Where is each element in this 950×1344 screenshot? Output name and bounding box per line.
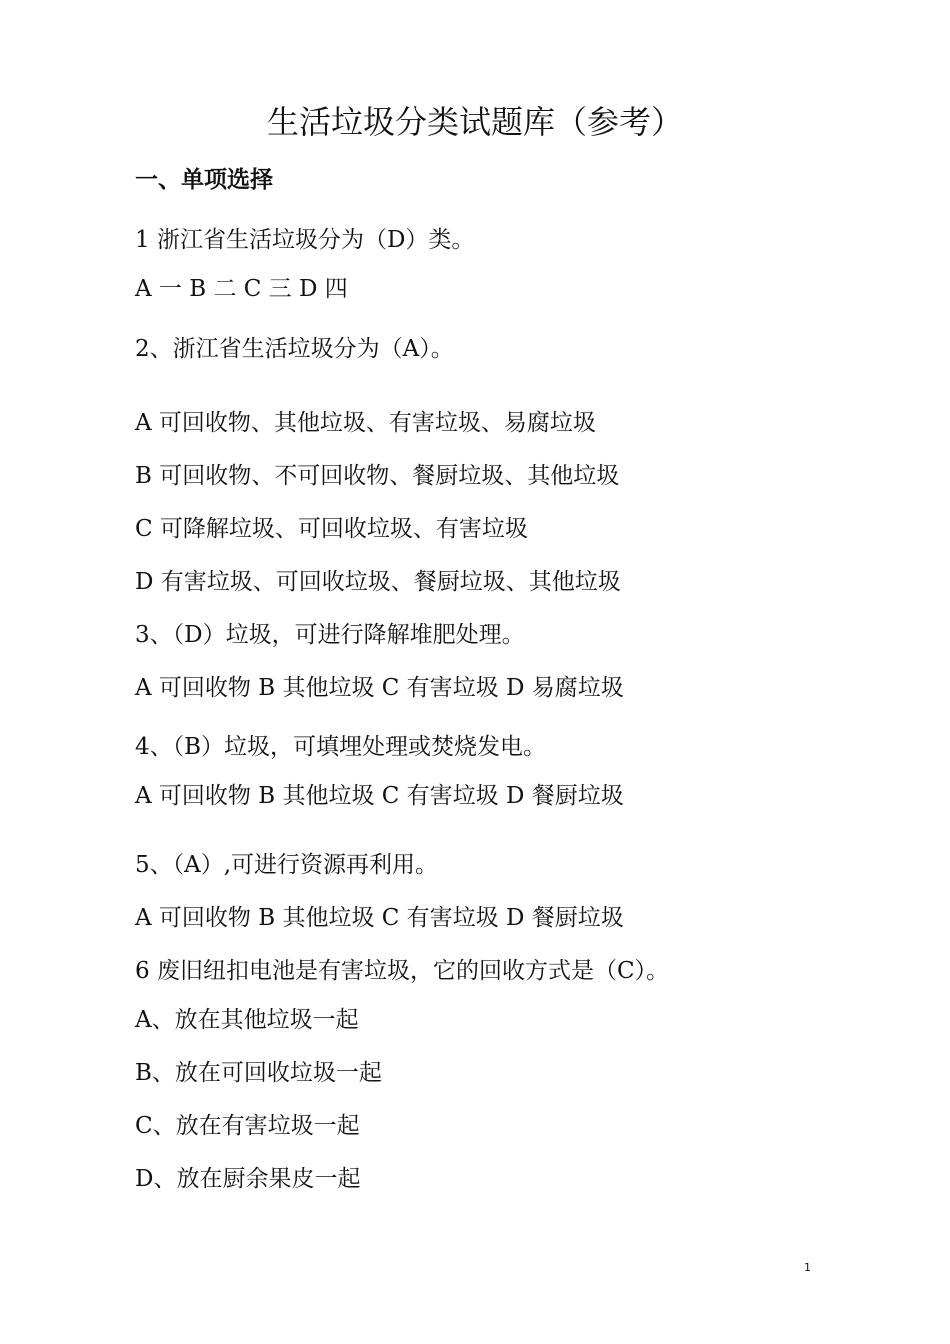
question-6-option-a: A、放在其他垃圾一起 — [135, 1007, 359, 1033]
question-5-options: A 可回收物 B 其他垃圾 C 有害垃圾 D 餐厨垃圾 — [135, 905, 624, 931]
question-4: 4、（B）垃圾，可填埋处理或焚烧发电。 — [135, 734, 547, 760]
page-number: 1 — [804, 1261, 811, 1274]
question-1-options: A 一 B 二 C 三 D 四 — [135, 276, 348, 302]
question-5: 5、（A）,可进行资源再利用。 — [135, 852, 439, 878]
question-2: 2、浙江省生活垃圾分为（A）。 — [135, 336, 454, 362]
question-3-options: A 可回收物 B 其他垃圾 C 有害垃圾 D 易腐垃圾 — [135, 675, 624, 701]
question-6-option-b: B、放在可回收垃圾一起 — [135, 1060, 382, 1086]
question-3: 3、（D）垃圾，可进行降解堆肥处理。 — [135, 622, 525, 648]
question-2-option-c: C 可降解垃圾、可回收垃圾、有害垃圾 — [135, 516, 528, 542]
question-2-option-b: B 可回收物、不可回收物、餐厨垃圾、其他垃圾 — [135, 463, 620, 489]
section-heading-single-choice: 一、单项选择 — [135, 167, 273, 193]
question-1: 1 浙江省生活垃圾分为（D）类。 — [135, 227, 475, 253]
question-6-option-d: D、放在厨余果皮一起 — [135, 1166, 361, 1192]
question-2-option-a: A 可回收物、其他垃圾、有害垃圾、易腐垃圾 — [135, 410, 596, 436]
question-6-option-c: C、放在有害垃圾一起 — [135, 1113, 360, 1139]
question-4-options: A 可回收物 B 其他垃圾 C 有害垃圾 D 餐厨垃圾 — [135, 783, 624, 809]
question-6: 6 废旧纽扣电池是有害垃圾，它的回收方式是（C）。 — [135, 958, 670, 984]
document-title: 生活垃圾分类试题库（参考） — [266, 103, 683, 141]
question-2-option-d: D 有害垃圾、可回收垃圾、餐厨垃圾、其他垃圾 — [135, 569, 621, 595]
